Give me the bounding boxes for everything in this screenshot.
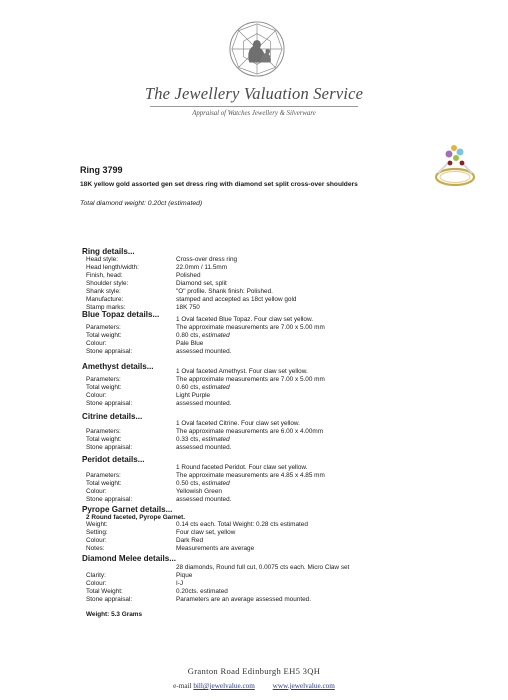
email-link[interactable]: bill@jewelvalue.com	[193, 682, 255, 690]
detail-row: Stone appraisal: assessed mounted.	[86, 496, 232, 503]
item-title: Ring 3799	[80, 165, 123, 175]
detail-row: Clarity: Pique	[86, 572, 193, 579]
citrine-description: 1 Oval faceted Citrine. Four claw set yellow.	[176, 420, 300, 427]
detail-row: Total weight: 0.50 cts, estimated	[86, 480, 230, 487]
amethyst-heading: Amethyst details...	[82, 362, 154, 371]
peridot-description: 1 Round faceted Peridot. Four claw set yellow.	[176, 464, 308, 471]
diamond-weight-note: Total diamond weight: 0.20ct (estimated)	[80, 200, 203, 207]
pyrope-garnet-heading: Pyrope Garnet details...	[82, 505, 173, 514]
detail-row: Colour: I-J	[86, 580, 184, 587]
detail-row: Finish, head: Polished	[86, 272, 201, 279]
detail-row: Stone appraisal: assessed mounted.	[86, 400, 232, 407]
total-item-weight: Weight: 5.3 Grams	[86, 611, 142, 618]
diamond-melee-heading: Diamond Melee details...	[82, 554, 177, 563]
detail-row: Head style: Cross-over dress ring	[86, 256, 238, 263]
detail-row: Total Weight: 0.20cts. estimated	[86, 588, 228, 595]
header-divider	[150, 106, 358, 107]
detail-row: Total weight: 0.80 cts, estimated	[86, 332, 230, 339]
website-link[interactable]: www.jewelvalue.com	[272, 682, 335, 690]
detail-row: Colour: Yellowish Green	[86, 488, 222, 495]
diamond-logo-icon	[228, 20, 286, 78]
detail-row: Setting: Four claw set, yellow	[86, 529, 236, 536]
detail-row: Total weight: 0.33 cts, estimated	[86, 436, 230, 443]
blue-topaz-description: 1 Oval faceted Blue Topaz. Four claw set yellow.	[176, 316, 313, 323]
brand-name: The Jewellery Valuation Service	[144, 84, 364, 103]
item-description: 18K yellow gold assorted gen set dress ring with diamond set split cross-over shoulders	[80, 181, 358, 188]
detail-row: Stone appraisal: assessed mounted.	[86, 444, 232, 451]
brand-tagline: Appraisal of Watches Jewellery & Silverware	[192, 110, 316, 117]
detail-row: Colour: Pale Blue	[86, 340, 204, 347]
blue-topaz-heading: Blue Topaz details...	[82, 310, 160, 319]
amethyst-description: 1 Oval faceted Amethyst. Four claw set yellow.	[176, 368, 308, 375]
detail-row: Parameters: The approximate measurements are 7.00 x 5.00 mm	[86, 376, 325, 383]
footer-address: Granton Road Edinburgh EH5 3QH	[187, 666, 321, 676]
detail-row: Colour: Light Purple	[86, 392, 211, 399]
ring-details-heading: Ring details...	[82, 247, 135, 256]
detail-row: Parameters: The approximate measurements are 4.85 x 4.85 mm	[86, 472, 325, 479]
ring-photo-icon	[432, 141, 478, 191]
diamond-melee-description: 28 diamonds, Round full cut, 0.0075 cts each. Micro Claw set	[176, 564, 350, 571]
peridot-heading: Peridot details...	[82, 455, 145, 464]
detail-row: Colour: Dark Red	[86, 537, 203, 544]
detail-row: Shank style: "O" profile. Shank finish: Polished.	[86, 288, 273, 295]
detail-row: Notes: Measurements are average	[86, 545, 255, 552]
detail-row: Weight: 0.14 cts each. Total Weight: 0.28 cts estimated	[86, 521, 308, 528]
detail-row: Stone appraisal: assessed mounted.	[86, 348, 232, 355]
detail-row: Shoulder style: Diamond set, split	[86, 280, 227, 287]
detail-row: Stone appraisal: Parameters are an average assessed mounted.	[86, 596, 311, 603]
detail-row: Parameters: The approximate measurements are 6.00 x 4.00mm	[86, 428, 324, 435]
detail-row: Parameters: The approximate measurements are 7.00 x 5.00 mm	[86, 324, 325, 331]
detail-row: Stamp marks: 18K 750	[86, 304, 200, 311]
detail-row: Total weight: 0.60 cts, estimated	[86, 384, 230, 391]
detail-row: Manufacture: stamped and accepted as 18ct yellow gold	[86, 296, 297, 303]
citrine-heading: Citrine details...	[82, 412, 143, 421]
detail-row: Head length/width: 22.0mm / 11.5mm	[86, 264, 228, 271]
email-label: e-mail	[173, 682, 192, 690]
pyrope-garnet-subheading: 2 Round faceted, Pyrope Garnet.	[86, 514, 186, 521]
footer-contact	[0, 682, 508, 690]
